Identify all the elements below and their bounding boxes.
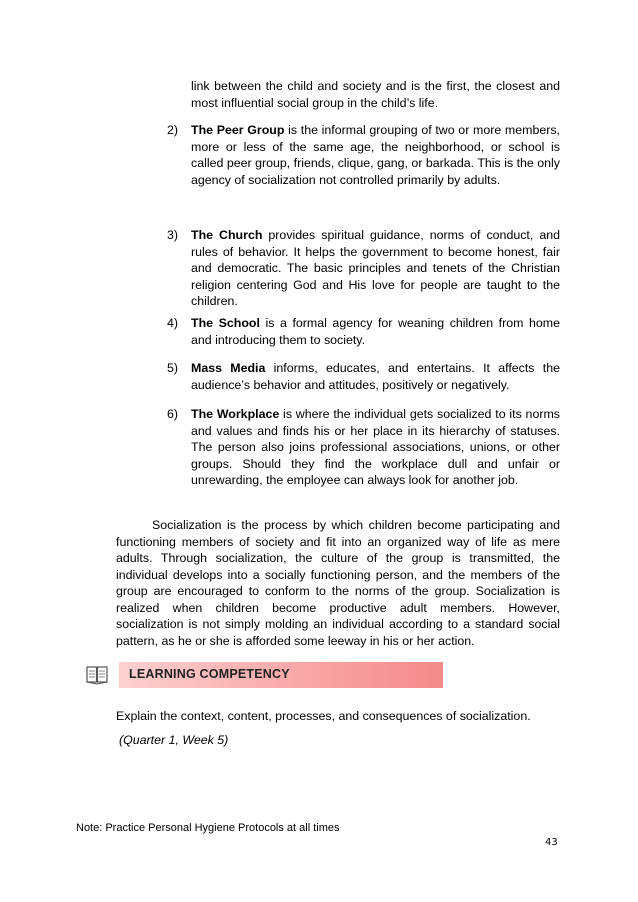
list-term: The Workplace <box>191 407 280 421</box>
learning-competency-heading: LEARNING COMPETENCY <box>129 667 290 681</box>
list-text: is where the individual gets socialized to its norms and values and finds his or her place in its hierarchy of statuses. The person also joins professional associations, unions, or other groups. Should they find the workplace dull and unfair or unrewarding, the employee can always look for another job. <box>191 407 560 487</box>
quarter-label: (Quarter 1, Week 5) <box>119 733 229 747</box>
book-icon <box>86 665 108 685</box>
list-item-mass-media <box>167 360 560 393</box>
lead-paragraph: link between the child and society and is the first, the closest and most influential social group in the child’s life. <box>191 79 560 110</box>
list-number: 3) <box>167 228 179 242</box>
list-item-school <box>167 315 560 348</box>
socialization-paragraph: Socialization is the process by which children become participating and functioning members of society and fit into an organized way of life as mere adults. Through socialization, the culture of the group is transmitted, the individual develops into a socially functioning person, and the members of the group are encouraged to conform to the norms of the group. Socialization is realized when children become productive adult members. However, socialization is not simply molding an individual according to a standard social pattern, as he or she is afforded some leeway in his or her action. <box>116 518 560 648</box>
competency-text: Explain the context, content, processes, and consequences of socialization. <box>116 709 531 723</box>
list-number: 4) <box>167 316 179 330</box>
list-item-peer-group <box>167 122 560 188</box>
list-term: The Peer Group <box>191 123 285 137</box>
page-number: 43 <box>545 837 558 848</box>
list-number: 2) <box>167 123 179 137</box>
list-text: is the informal grouping of two or more members, more or less of the same age, the neighborhood, or school is called peer group, friends, clique, gang, or barkada. This is the only agency of socialization not controlled primarily by adults. <box>191 123 560 187</box>
footer-note: Note: Practice Personal Hygiene Protocols at all times <box>76 822 340 834</box>
list-number: 5) <box>167 361 179 375</box>
list-number: 6) <box>167 407 179 421</box>
learning-competency-banner <box>119 662 443 688</box>
list-text: provides spiritual guidance, norms of conduct, and rules of behavior. It helps the government to become honest, fair and democratic. The basic principles and tenets of the Christian religion centering God and His love for people are taught to the children. <box>191 228 560 308</box>
list-text: informs, educates, and entertains. It affects the audience’s behavior and attitudes, positively or negatively. <box>191 361 560 392</box>
list-text: is a formal agency for weaning children from home and introducing them to society. <box>191 316 560 347</box>
list-item-workplace <box>167 406 560 489</box>
list-term: The Church <box>191 228 263 242</box>
list-term: The School <box>191 316 260 330</box>
list-item-church <box>167 227 560 310</box>
list-term: Mass Media <box>191 361 266 375</box>
